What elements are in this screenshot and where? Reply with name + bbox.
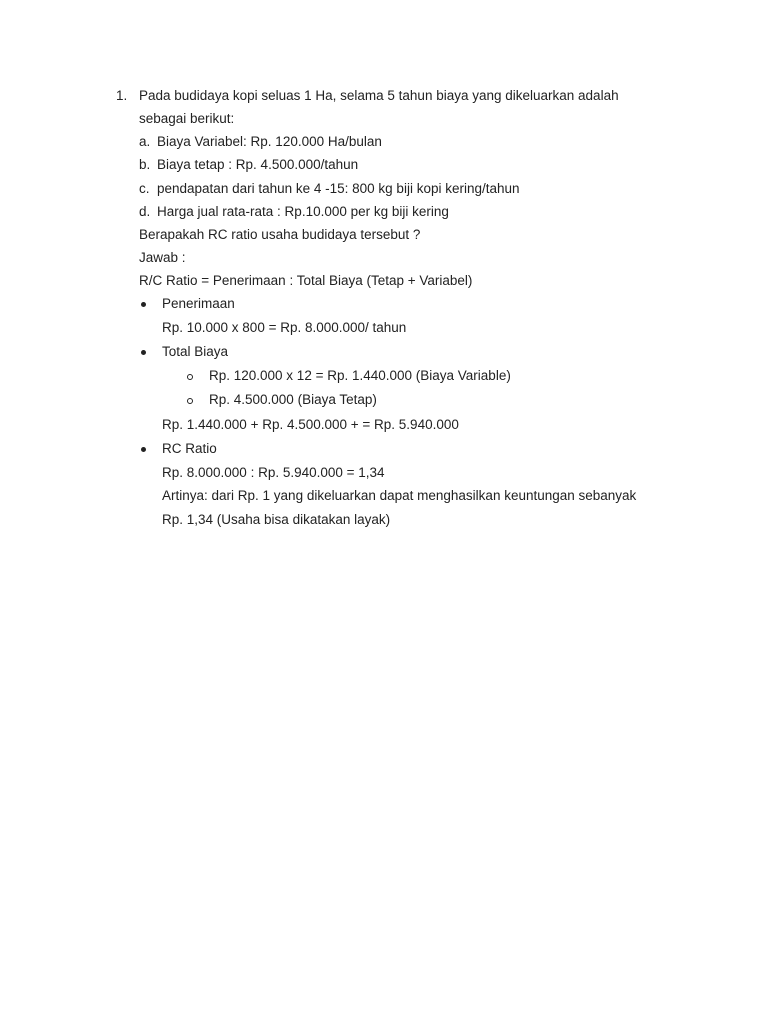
item-c-text: pendapatan dari tahun ke 4 -15: 800 kg biji kopi kering/tahun (157, 181, 520, 196)
answer-formula: R/C Ratio = Penerimaan : Total Biaya (Tetap + Variabel) (139, 273, 473, 288)
total-biaya-title: Total Biaya (162, 344, 229, 359)
item-a-text: Biaya Variabel: Rp. 120.000 Ha/bulan (157, 134, 382, 149)
bullet-dot-icon (141, 302, 146, 307)
item-d-text: Harga jual rata-rata : Rp.10.000 per kg biji kering (157, 204, 449, 219)
total-biaya-sum: Rp. 1.440.000 + Rp. 4.500.000 + = Rp. 5.940.000 (162, 417, 459, 432)
answer-label: Jawab : (139, 250, 186, 265)
item-b-text: Biaya tetap : Rp. 4.500.000/tahun (157, 157, 359, 172)
rc-ratio-meaning-2: Rp. 1,34 (Usaha bisa dikatakan layak) (162, 512, 391, 527)
total-biaya-sub-2: Rp. 4.500.000 (Biaya Tetap) (209, 392, 377, 407)
bullet-dot-icon (141, 447, 146, 452)
rc-ratio-calc: Rp. 8.000.000 : Rp. 5.940.000 = 1,34 (162, 465, 385, 480)
item-number: 1. (116, 88, 128, 103)
penerimaan-calc: Rp. 10.000 x 800 = Rp. 8.000.000/ tahun (162, 320, 407, 335)
question-line-2: sebagai berikut: (139, 111, 235, 126)
item-a-marker: a. (139, 134, 151, 149)
question-line-1: Pada budidaya kopi seluas 1 Ha, selama 5 tahun biaya yang dikeluarkan adalah (139, 88, 619, 103)
question-prompt: Berapakah RC ratio usaha budidaya tersebut ? (139, 227, 421, 242)
bullet-circle-icon (187, 398, 193, 404)
item-b-marker: b. (139, 157, 151, 172)
total-biaya-sub-1: Rp. 120.000 x 12 = Rp. 1.440.000 (Biaya Variable) (209, 368, 511, 383)
rc-ratio-title: RC Ratio (162, 441, 217, 456)
item-d-marker: d. (139, 204, 151, 219)
bullet-circle-icon (187, 374, 193, 380)
rc-ratio-meaning-1: Artinya: dari Rp. 1 yang dikeluarkan dapat menghasilkan keuntungan sebanyak (162, 488, 637, 503)
item-c-marker: c. (139, 181, 150, 196)
penerimaan-title: Penerimaan (162, 296, 235, 311)
bullet-dot-icon (141, 350, 146, 355)
